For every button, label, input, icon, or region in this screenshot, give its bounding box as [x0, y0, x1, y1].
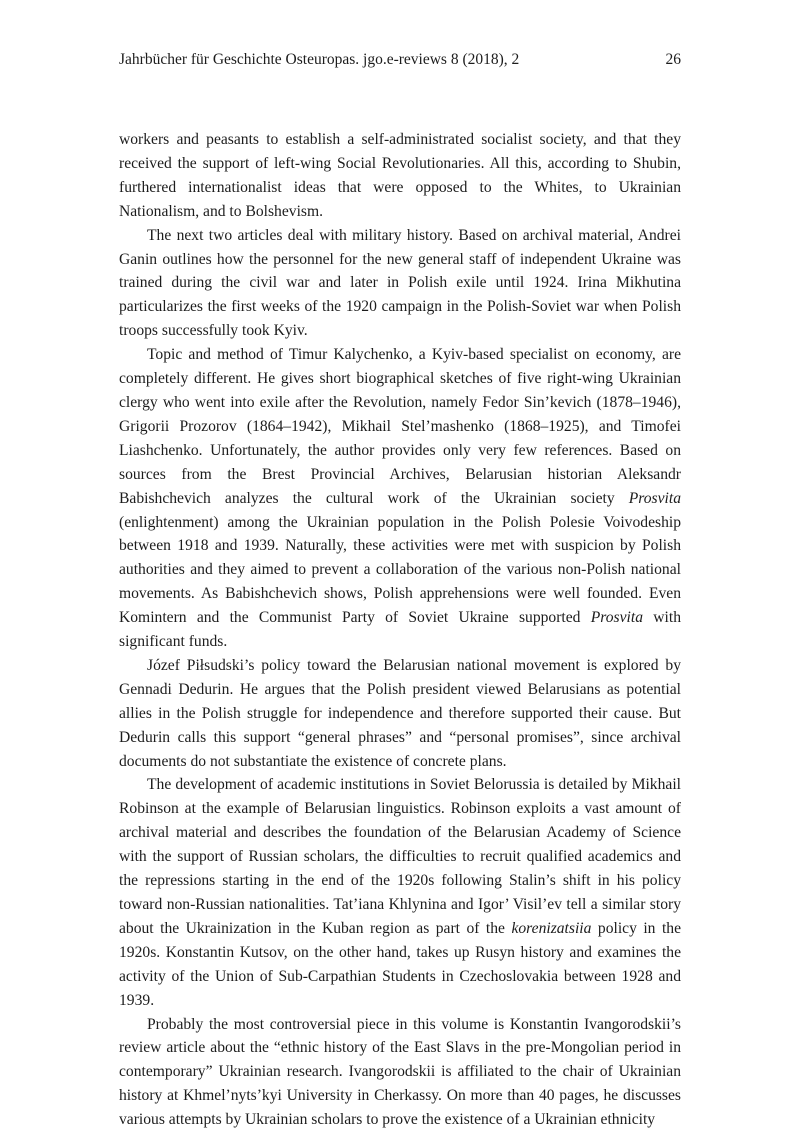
italic-term: korenizatsiia: [511, 919, 592, 937]
text-run: with significant funds.: [119, 609, 681, 651]
italic-term: Prosvita: [590, 609, 644, 627]
paragraph: Probably the most controversial piece in this volume is Konstantin Ivangorodskii’s review article about the “ethnic history of the East Slavs in the pre-Mongolian period in contemporary” Ukrainian research. Ivangorodskii is affiliated to the chair of Ukrainian history at Khmel’nyts’kyi University in Cherkassy. On more than 40 pages, he discusses various attempts by Ukrainian scholars to prove the existence of a Ukrainian ethnicity: [119, 1015, 681, 1129]
paragraph: Józef Piłsudski’s policy toward the Belarusian national movement is explored by Gennadi Dedurin. He argues that the Polish president viewed Belarusians as potential allies in the Polish struggle for independence and therefore supported their cause. But Dedurin calls this support “general phrases” and “personal promises”, since archival documents do not substantiate the existence of concrete plans.: [119, 656, 681, 770]
paragraph: workers and peasants to establish a self-administrated socialist society, and that they received the support of left-wing Social Revolutionaries. All this, according to Shubin, furthered internationalist ideas that were opposed to the Whites, to Ukrainian Nationalism, and to Bolshevism.: [119, 131, 681, 220]
text-run: policy in the 1920s. Konstantin Kutsov, on the other hand, takes up Rusyn history and examines the activity of the Union of Sub-Carpathian Students in Czechoslovakia between 1928 and 1939.: [119, 919, 681, 1009]
page-number: 26: [665, 51, 681, 68]
text-run: Topic and method of Timur Kalychenko, a Kyiv-based specialist on economy, are completely different. He gives short biographical sketches of five right-wing Ukrainian clergy who went into exile after the Revolution, namely Fedor Sin’kevich (1878–1946), Grigorii Prozorov (1864–1942), Mikhail Stel’mashenko (1868–1925), and Timofei Liashchenko. Unfortunately, the author provides only very few references. Based on sources from the Brest Provincial Archives, Belarusian historian Aleksandr Babishchevich analyzes the cultural work of the Ukrainian society: [119, 346, 681, 507]
text-run: The development of academic institutions in Soviet Belorussia is detailed by Mikhail Robinson at the example of Belarusian linguistics. Robinson exploits a vast amount of archival material and describes the foundation of the Belarusian Academy of Science with the support of Russian scholars, the difficulties to recruit qualified academics and the repressions starting in the end of the 1920s following Stalin’s shift in his policy toward non-Russian nationalities. Tat’iana Khlynina and Igor’ Visil’ev tell a similar story about the Ukrainization in the Kuban region as part of the: [119, 776, 681, 937]
text-run: (enlightenment) among the Ukrainian population in the Polish Polesie Voivodeship between 1918 and 1939. Naturally, these activities were met with suspicion by Polish authorities and they aimed to prevent a collaboration of the various non-Polish national movements. As Babishchevich shows, Polish apprehensions were well founded. Even Komintern and the Communist Party of Soviet Ukraine supported: [119, 513, 681, 627]
paragraph: [119, 773, 681, 1012]
article-body: [119, 128, 681, 1132]
paragraph: The next two articles deal with military history. Based on archival material, Andrei Ganin outlines how the personnel for the new general staff of independent Ukraine was trained during the civil war and later in Polish exile until 1924. Irina Mikhutina particularizes the first weeks of the 1920 campaign in the Polish-Soviet war when Polish troops successfully took Kyiv.: [119, 226, 681, 340]
italic-term: Prosvita: [628, 489, 681, 507]
paragraph: [119, 343, 681, 654]
journal-citation: Jahrbücher für Geschichte Osteuropas. jgo.e-reviews 8 (2018), 2: [119, 51, 520, 68]
